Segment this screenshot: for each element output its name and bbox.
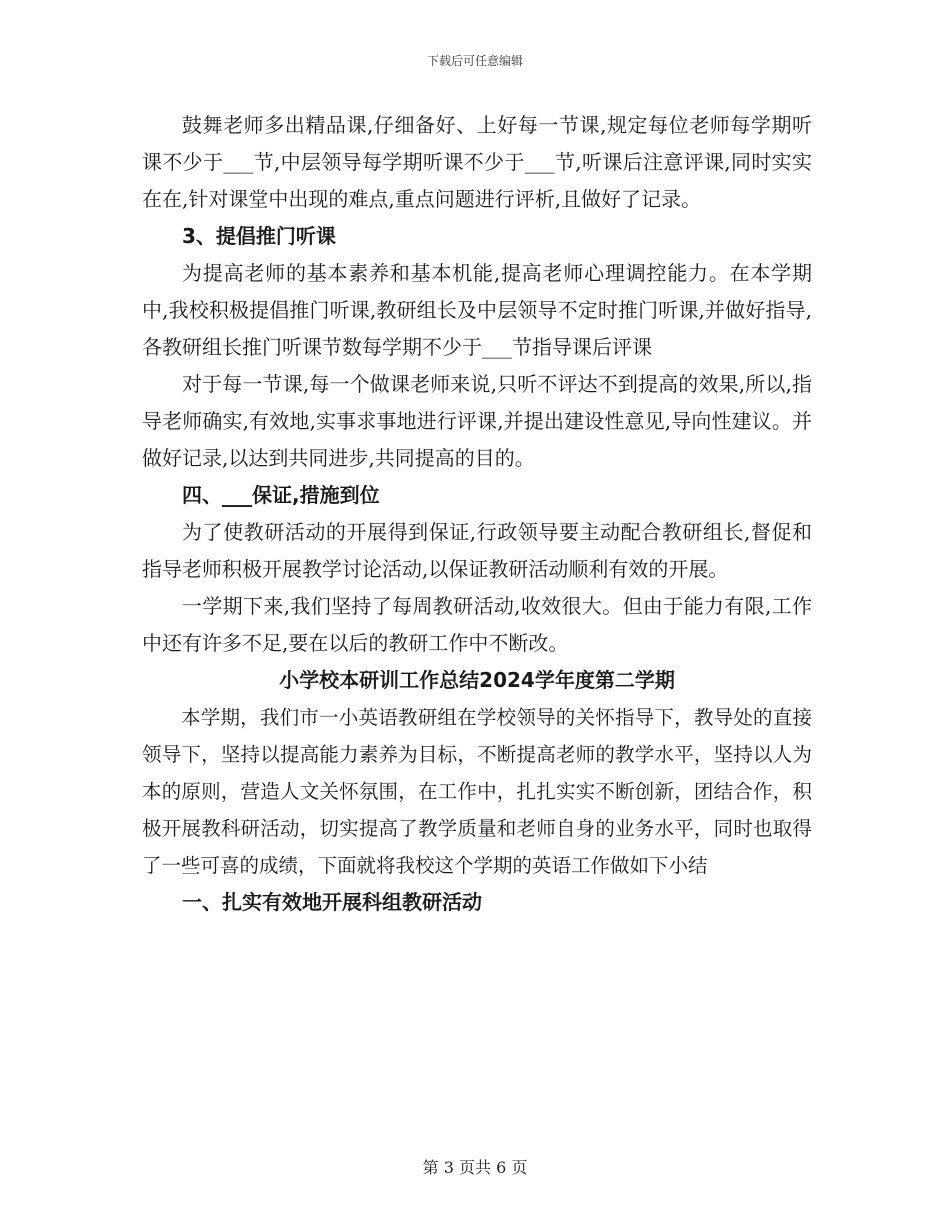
paragraph-lesson-evaluation: 对于每一节课,每一个做课老师来说,只听不评达不到提高的效果,所以,指导老师确实,有效地,实事求事地进行评课,并提出建设性意见,导向性建议。并做好记录,以达到共同进步,共同提高的目的。 — [142, 372, 812, 470]
heading-open-door-lessons: 3、提倡推门听课 — [182, 224, 336, 248]
section-title: 小学校本研训工作总结2024学年度第二学期 — [279, 668, 675, 692]
paragraph-semester-summary: 一学期下来,我们坚持了每周教研活动,收效很大。但由于能力有限,工作中还有许多不足,要在以后的教研工作中不断改。 — [142, 594, 812, 655]
paragraph-open-door-lessons: 为提高老师的基本素养和基本机能,提高老师心理调控能力。在本学期中,我校积极提倡推门听课,教研组长及中层领导不定时推门听课,并做好指导,各教研组长推门听课节数每学期不少于___节指导课后评课 — [142, 261, 812, 359]
paragraph-english-group-intro: 本学期，我们市一小英语教研组在学校领导的关怀指导下，教导处的直接领导下，坚持以提高能力素养为目标，不断提高老师的教学水平，坚持以人为本的原则，营造人文关怀氛围，在工作中，扎扎实实不断创新，团结合作，积极开展教科研活动，切实提高了教学质量和老师自身的业务水平，同时也取得了一些可喜的成绩，下面就将我校这个学期的英语工作做如下小结 — [142, 706, 812, 877]
heading-research-activities: 一、扎实有效地开展科组教研活动 — [182, 890, 482, 914]
paragraph-admin-support: 为了使教研活动的开展得到保证,行政领导要主动配合教研组长,督促和指导老师积极开展教学讨论活动,以保证教研活动顺利有效的开展。 — [142, 520, 812, 581]
document-body — [142, 107, 812, 921]
page-header: 下载后可任意编辑 — [426, 54, 523, 68]
paragraph-observe-classes: 鼓舞老师多出精品课,仔细备好、上好每一节课,规定每位老师每学期听课不少于___节,中层领导每学期听课不少于___节,听课后注意评课,同时实实在在,针对课堂中出现的难点,重点问题进行评析,且做好了记录。 — [142, 113, 812, 211]
page-footer: 第 3 页共 6 页 — [422, 1158, 528, 1177]
heading-guarantee-measures: 四、___保证,措施到位 — [182, 483, 380, 507]
